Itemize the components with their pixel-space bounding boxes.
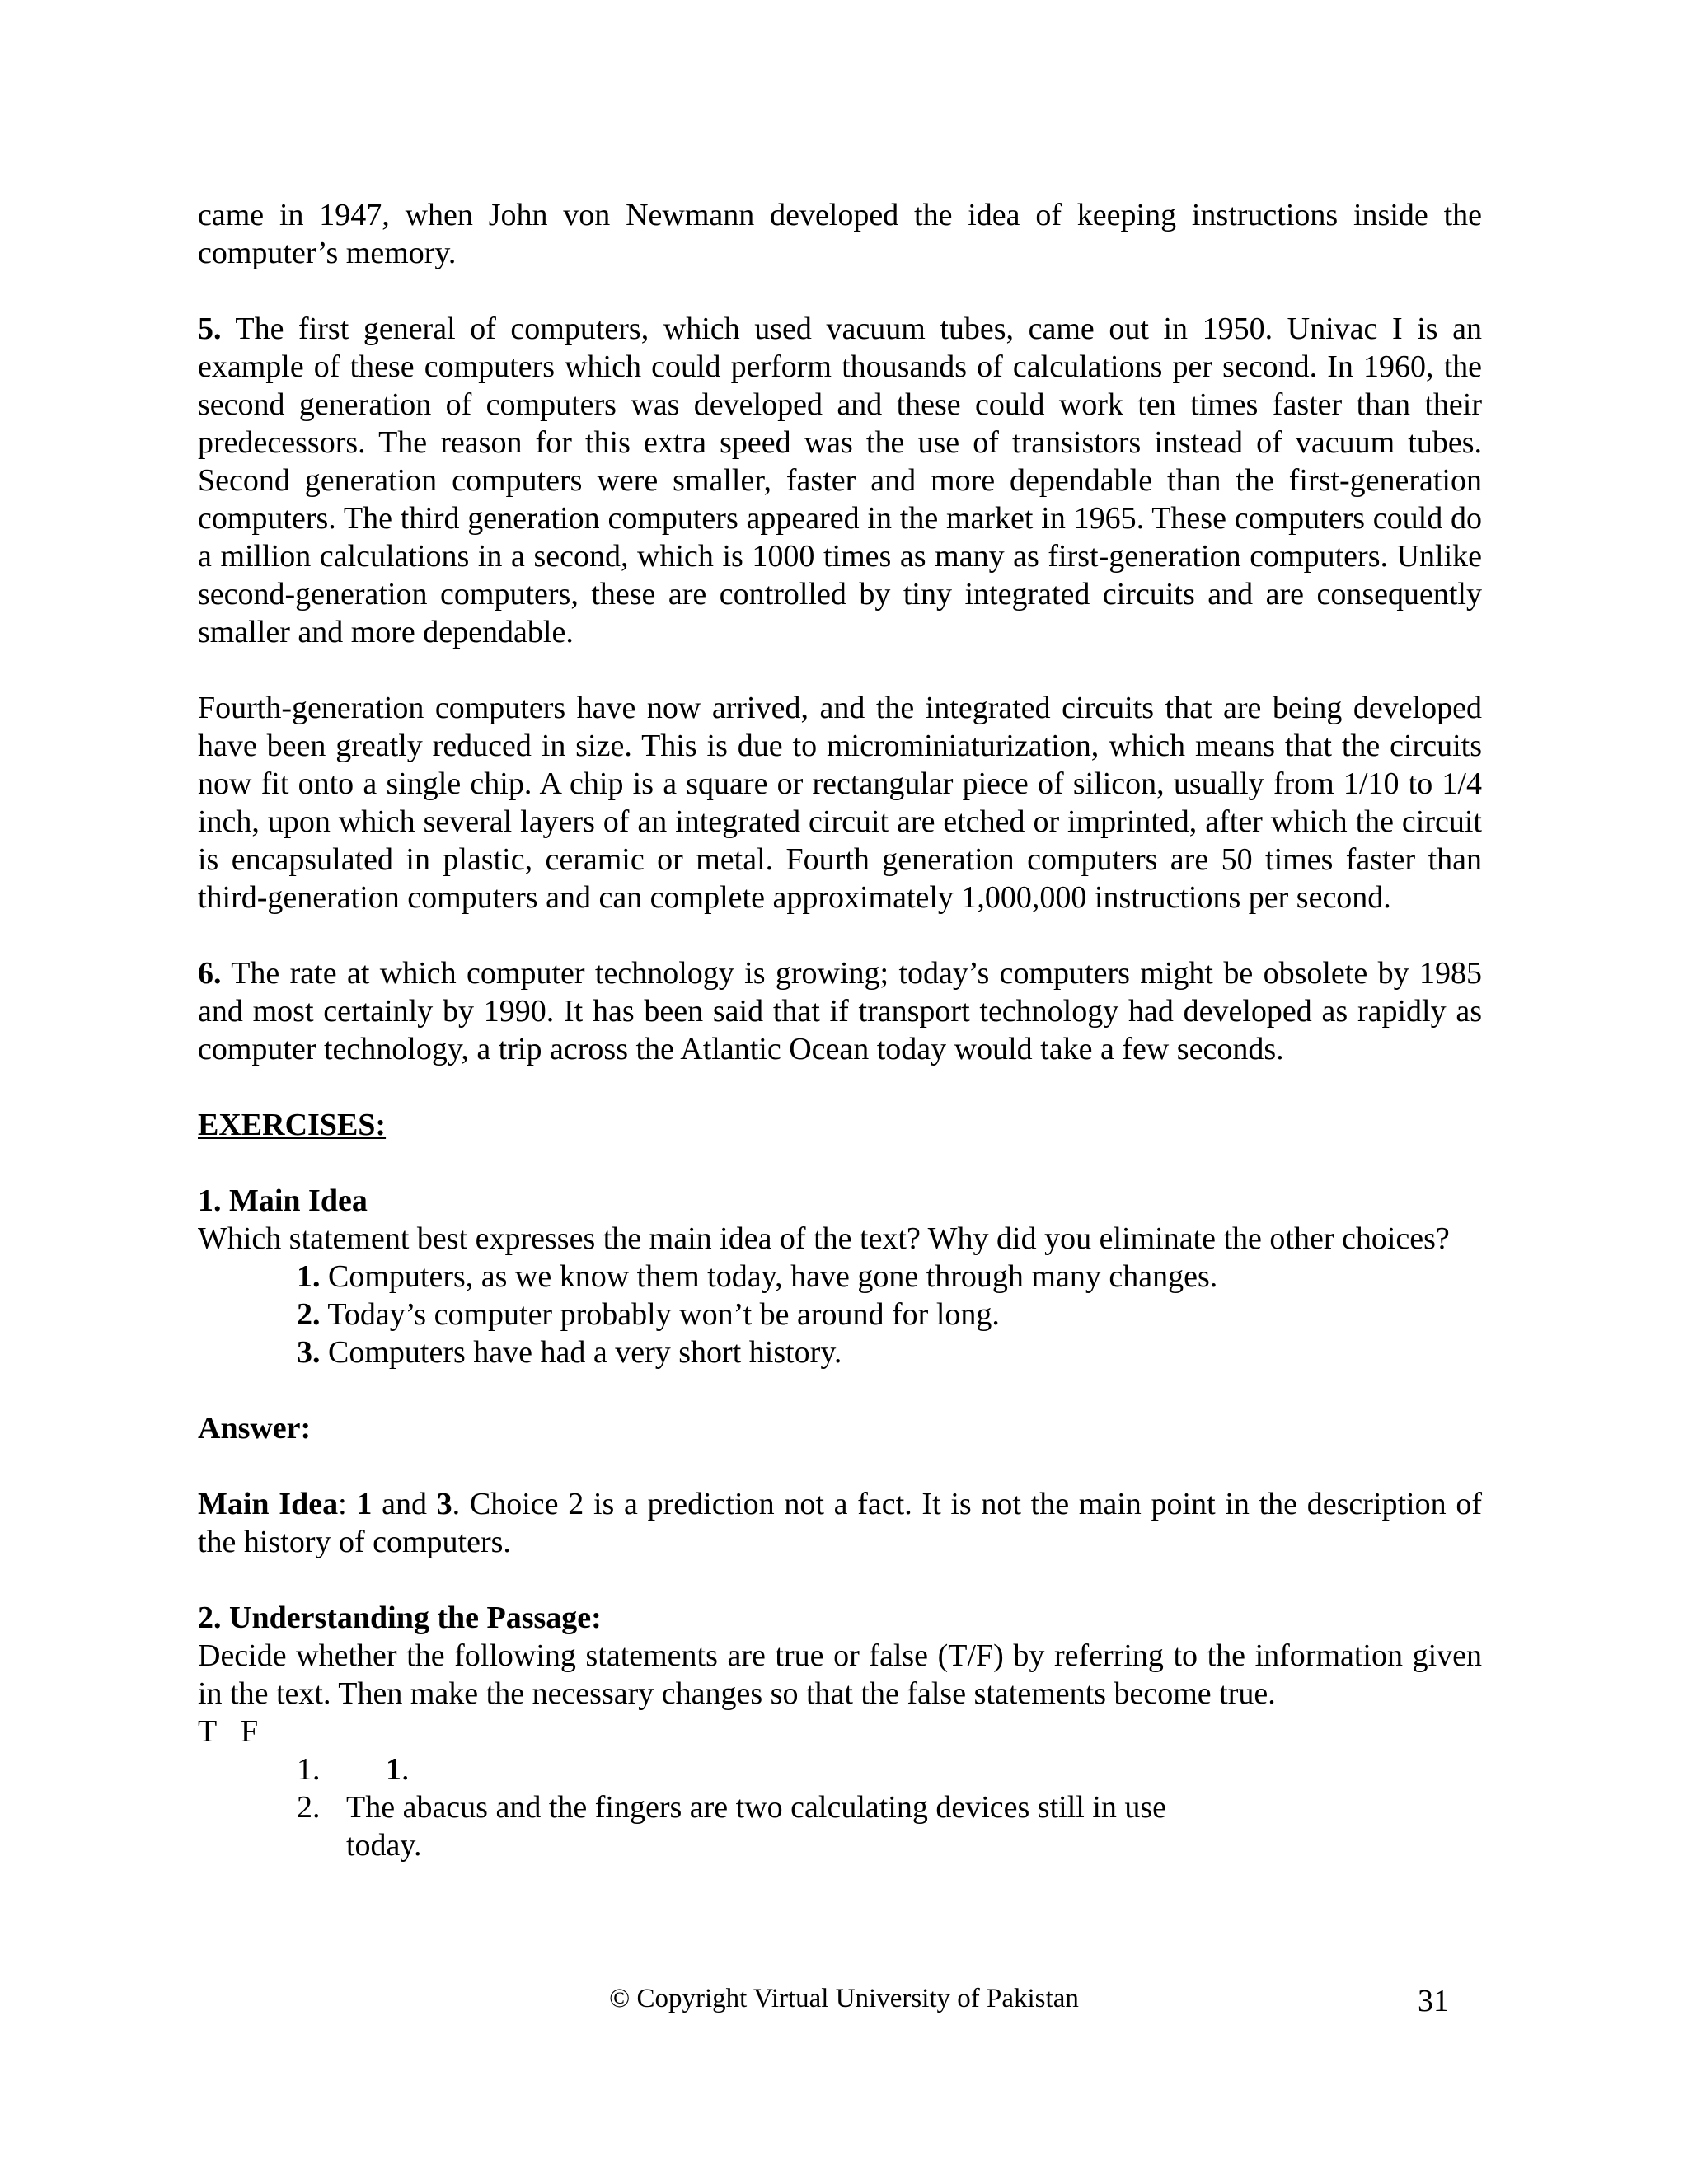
choice-number: 2.	[297, 1297, 321, 1332]
answer-choice-3: 3	[436, 1487, 452, 1521]
answer-and: and	[372, 1487, 437, 1521]
true-label: T	[198, 1714, 218, 1749]
understanding-heading: 2. Understanding the Passage:	[198, 1601, 602, 1635]
false-label: F	[241, 1714, 259, 1749]
statement-item	[297, 1788, 1482, 1864]
understanding-instructions: Decide whether the following statements are true or false (T/F) by referring to the information given in the text. Then make the necessary changes so that the false statements become true.	[198, 1638, 1482, 1711]
paragraph-5	[198, 310, 1482, 651]
main-idea-question: Which statement best expresses the main idea of the text? Why did you eliminate the other choices?	[198, 1221, 1450, 1256]
true-false-header	[198, 1713, 1482, 1750]
answer-separator: :	[338, 1487, 357, 1521]
choice-item	[297, 1296, 1482, 1333]
main-idea-heading: 1. Main Idea	[198, 1183, 368, 1218]
answer-choice-1: 1	[356, 1487, 373, 1521]
continuation-paragraph: came in 1947, when John von Newmann developed the idea of keeping instructions inside the computer’s memory.	[198, 198, 1482, 270]
choice-number: 3.	[297, 1335, 321, 1370]
statement-text: The abacus and the fingers are two calculating devices still in use today.	[346, 1790, 1167, 1863]
page-body	[198, 196, 1482, 1864]
choice-text: Computers have had a very short history.	[320, 1335, 842, 1370]
page-number: 31	[1418, 1984, 1449, 2018]
statement-rest: .	[401, 1752, 410, 1787]
choice-item	[297, 1258, 1482, 1296]
paragraph-text: The rate at which computer technology is growing; today’s computers might be obsolete by 1985 and most certainly by 1990. It has been said that if transport technology had developed as rapidly as computer technology, a trip across the Atlantic Ocean today would take a few seconds.	[198, 956, 1482, 1066]
paragraph-fourth-generation: Fourth-generation computers have now arrived, and the integrated circuits that are being developed have been greatly reduced in size. This is due to microminiaturization, which means that the circuits now fit onto a single chip. A chip is a square or rectangular piece of silicon, usually from 1/10 to 1/4 inch, upon which several layers of an integrated circuit are etched or imprinted, after which the circuit is encapsulated in plastic, ceramic or metal. Fourth generation computers are 50 times faster than third-generation computers and can complete approximately 1,000,000 instructions per second.	[198, 691, 1482, 915]
choice-text: Today’s computer probably won’t be around for long.	[320, 1297, 1000, 1332]
footer-copyright: © Copyright Virtual University of Pakistan	[609, 1984, 1079, 2013]
exercises-heading: EXERCISES:	[198, 1108, 387, 1142]
answer-main-idea-label: Main Idea	[198, 1487, 339, 1521]
answer-explanation: . Choice 2 is a prediction not a fact. It is not the main point in the description of the history of computers.	[198, 1487, 1482, 1559]
answer-paragraph	[198, 1485, 1482, 1561]
statement-text	[346, 1750, 1482, 1788]
statement-number: 2.	[297, 1790, 321, 1825]
paragraph-6	[198, 954, 1482, 1068]
paragraph-number: 6.	[198, 956, 222, 991]
statement-number: 1.	[297, 1752, 321, 1787]
paragraph-number: 5.	[198, 312, 222, 346]
paragraph-text: The first general of computers, which used vacuum tubes, came out in 1950. Univac I is an example of these computers which could perform thousands of calculations per second. In 1960, the second generation of computers was developed and these could work ten times faster than their predecessors. The reason for this extra speed was the use of transistors instead of vacuum tubes. Second generation computers were smaller, faster and more dependable than the first-generation computers. The third generation computers appeared in the market in 1965. These computers could do a million calculations in a second, which is 1000 times as many as first-generation computers. Unlike second-generation computers, these are controlled by tiny integrated circuits and are consequently smaller and more dependable.	[198, 312, 1482, 649]
choice-number: 1.	[297, 1259, 321, 1294]
choice-text: Computers, as we know them today, have gone through many changes.	[320, 1259, 1218, 1294]
choice-item	[297, 1333, 1482, 1371]
statement-bold-number: 1	[386, 1752, 401, 1787]
statement-item	[297, 1750, 1482, 1788]
answer-label: Answer:	[198, 1411, 312, 1446]
